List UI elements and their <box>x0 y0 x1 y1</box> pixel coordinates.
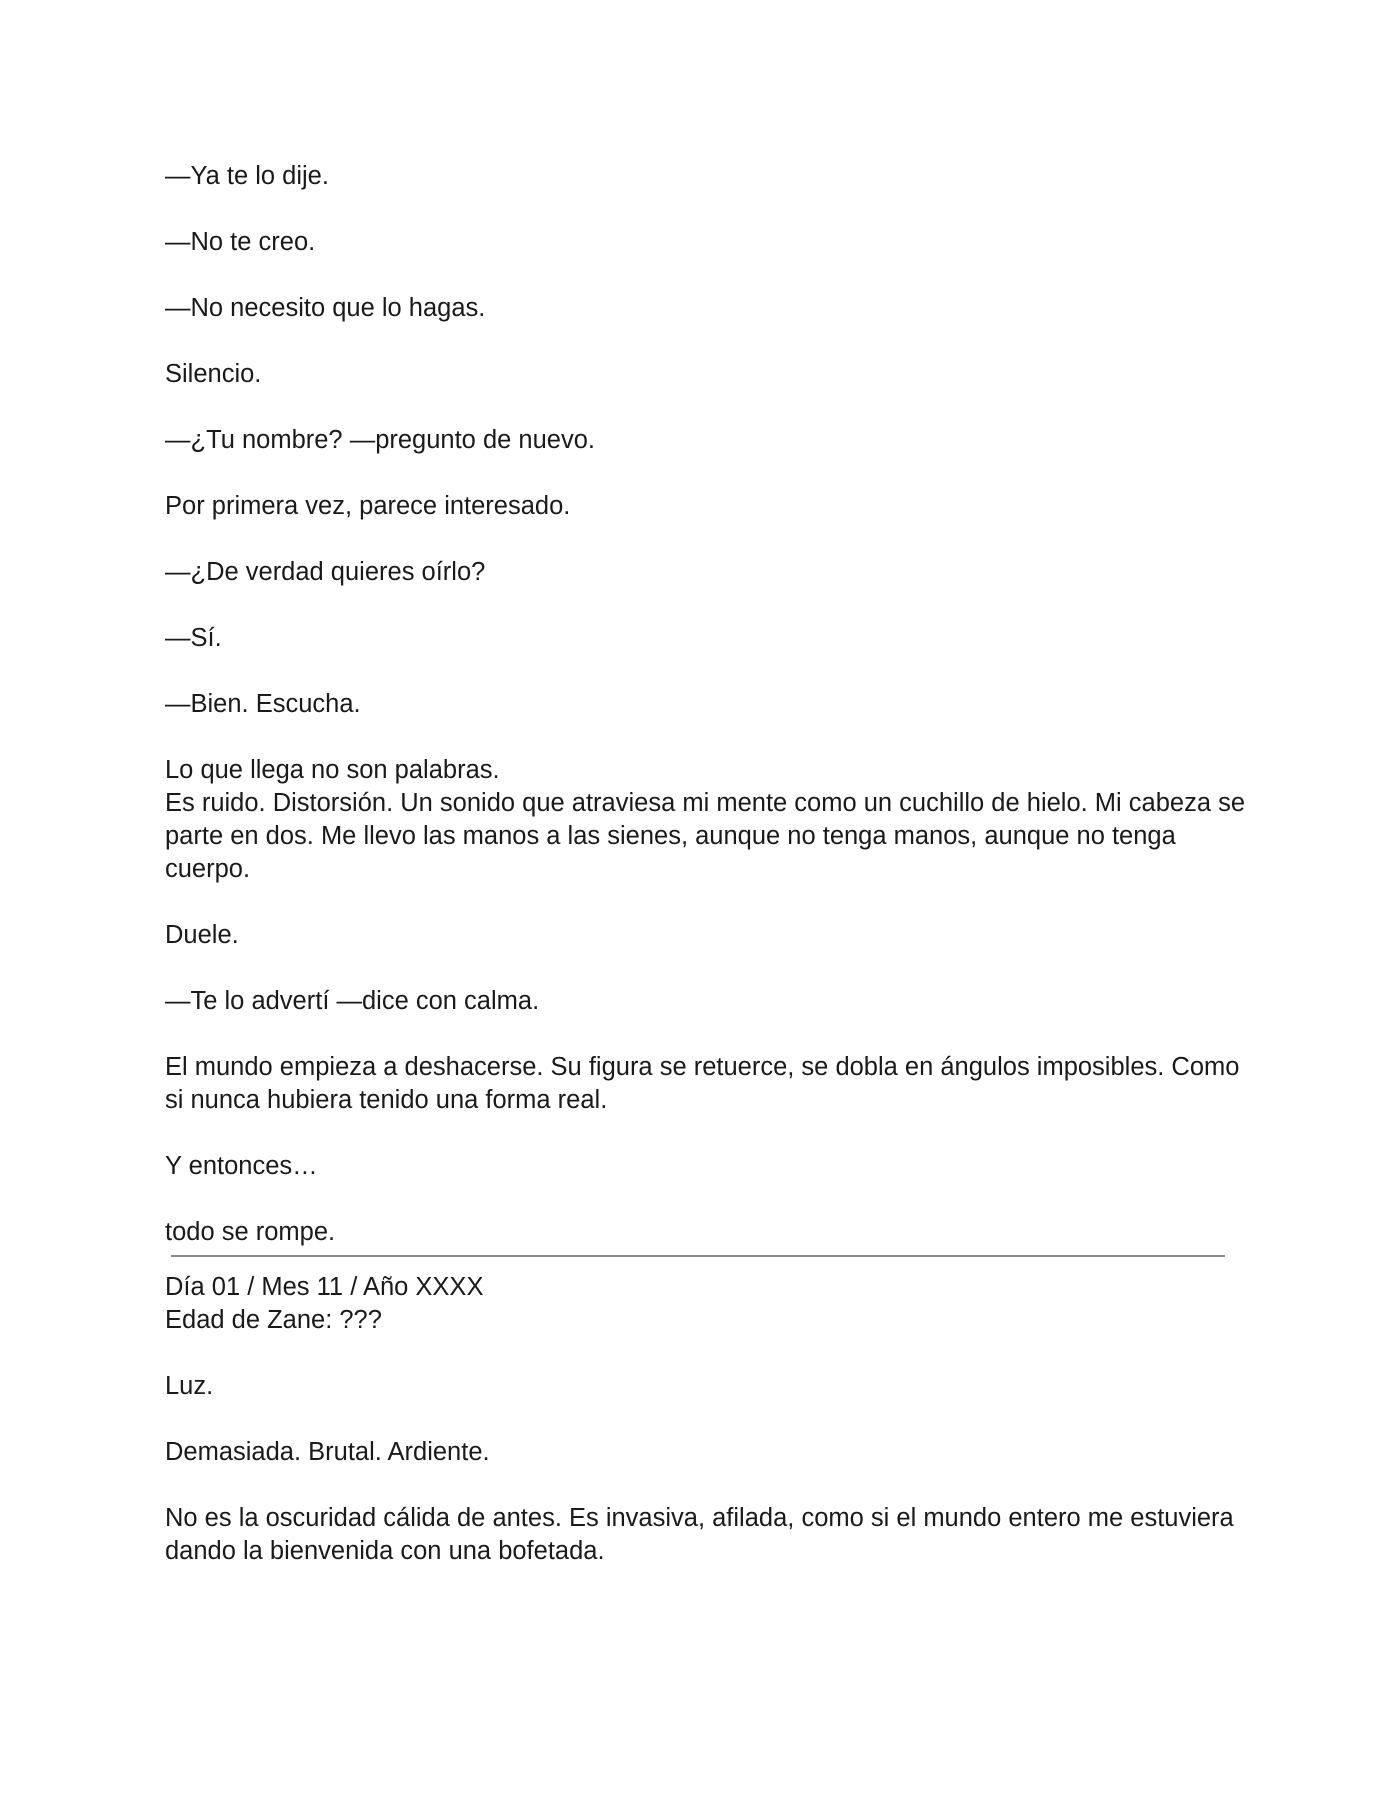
chapter-date: Día 01 / Mes 11 / Año XXXX <box>165 1273 484 1301</box>
narration-line: Duele. <box>165 921 239 949</box>
paragraph-gap <box>165 589 1235 622</box>
paragraph-gap <box>165 886 1235 919</box>
narration-line: No es la oscuridad cálida de antes. Es invasiva, afilada, como si el mundo entero me estuviera <box>165 1504 1234 1532</box>
narration-line: Es ruido. Distorsión. Un sonido que atraviesa mi mente como un cuchillo de hielo. Mi cabeza se <box>165 789 1246 817</box>
dialogue-line: —No te creo. <box>165 228 316 256</box>
paragraph-gap <box>165 1018 1235 1051</box>
paragraph-gap <box>165 523 1235 556</box>
paragraph-gap <box>165 193 1235 226</box>
narration-line: dando la bienvenida con una bofetada. <box>165 1537 605 1565</box>
document-page <box>165 160 1246 1568</box>
dialogue-line: —Sí. <box>165 624 222 652</box>
paragraph-gap <box>165 391 1235 424</box>
dialogue-line: —¿Tu nombre? —pregunto de nuevo. <box>165 426 595 454</box>
narration-line: Luz. <box>165 1372 214 1400</box>
paragraph-gap <box>165 457 1235 490</box>
narration-line: Lo que llega no son palabras. <box>165 756 500 784</box>
paragraph-gap <box>165 259 1235 292</box>
paragraph-gap <box>165 1183 1235 1216</box>
paragraph-gap <box>165 655 1235 688</box>
narration-line: Y entonces… <box>165 1152 318 1180</box>
narration-line: Silencio. <box>165 360 262 388</box>
paragraph-gap <box>165 1117 1235 1150</box>
narration-line: Por primera vez, parece interesado. <box>165 492 571 520</box>
narration-line: El mundo empieza a deshacerse. Su figura se retuerce, se dobla en ángulos imposibles. Como <box>165 1053 1240 1081</box>
narration-line: todo se rompe. <box>165 1218 336 1246</box>
dialogue-line: —Bien. Escucha. <box>165 690 361 718</box>
narration-line: parte en dos. Me llevo las manos a las sienes, aunque no tenga manos, aunque no tenga <box>165 822 1176 850</box>
horizontal-rule <box>171 1255 1225 1257</box>
paragraph-gap <box>165 1403 1235 1436</box>
paragraph-gap <box>165 325 1235 358</box>
paragraph-gap <box>165 1469 1235 1502</box>
narration-line: si nunca hubiera tenido una forma real. <box>165 1086 608 1114</box>
chapter-age: Edad de Zane: ??? <box>165 1306 382 1334</box>
paragraph-gap <box>165 1337 1235 1370</box>
paragraph-gap <box>165 721 1235 754</box>
dialogue-line: —Ya te lo dije. <box>165 162 329 190</box>
dialogue-line: —No necesito que lo hagas. <box>165 294 486 322</box>
dialogue-line: —Te lo advertí —dice con calma. <box>165 987 540 1015</box>
narration-line: Demasiada. Brutal. Ardiente. <box>165 1438 490 1466</box>
paragraph-gap <box>165 952 1235 985</box>
dialogue-line: —¿De verdad quieres oírlo? <box>165 558 486 586</box>
narration-line: cuerpo. <box>165 855 251 883</box>
